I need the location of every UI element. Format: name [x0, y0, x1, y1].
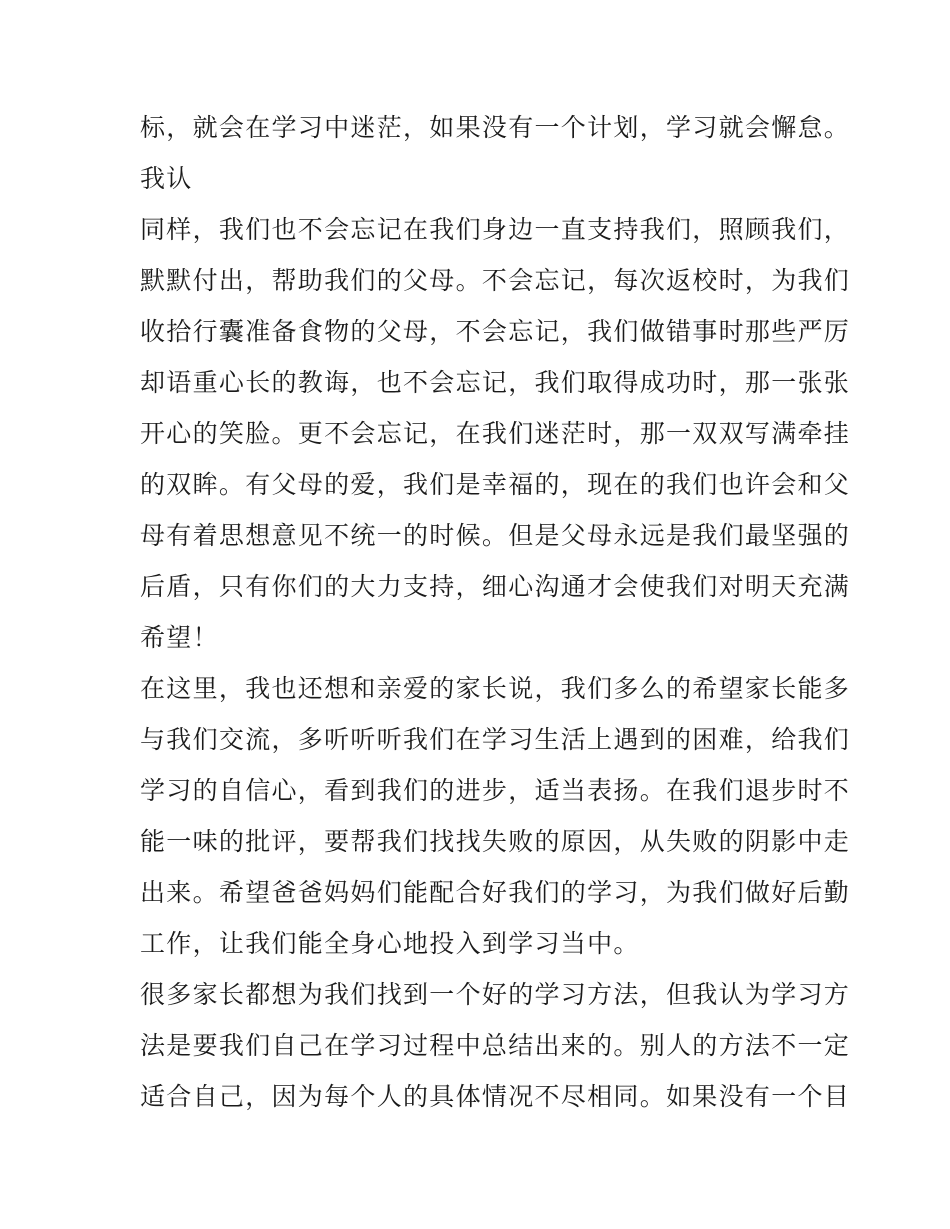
text-line: 出来。希望爸爸妈妈们能配合好我们的学习，为我们做好后勤: [140, 878, 851, 907]
text-line: 适合自己，因为每个人的具体情况不尽相同。如果没有一个目: [140, 1082, 851, 1111]
text-line: 开心的笑脸。更不会忘记，在我们迷茫时，那一双双写满牵挂: [140, 419, 851, 448]
body-text: [140, 102, 851, 1122]
text-line: 收拾行囊准备食物的父母，不会忘记，我们做错事时那些严厉: [140, 317, 851, 346]
text-line: 希望！: [140, 623, 219, 652]
text-line: 我认: [140, 164, 193, 193]
text-line: 很多家长都想为我们找到一个好的学习方法，但我认为学习方: [140, 980, 851, 1009]
text-line: 工作，让我们能全身心地投入到学习当中。: [140, 929, 640, 958]
text-line: 的双眸。有父母的爱，我们是幸福的，现在的我们也许会和父: [140, 470, 851, 499]
text-line: 学习的自信心，看到我们的进步，适当表扬。在我们退步时不: [140, 776, 851, 805]
text-line: 母有着思想意见不统一的时候。但是父母永远是我们最坚强的: [140, 521, 851, 550]
text-line: 同样，我们也不会忘记在我们身边一直支持我们，照顾我们，: [140, 215, 851, 244]
text-line: 与我们交流，多听听听我们在学习生活上遇到的困难，给我们: [140, 725, 851, 754]
text-line: 后盾，只有你们的大力支持，细心沟通才会使我们对明天充满: [140, 572, 851, 601]
text-line: 默默付出，帮助我们的父母。不会忘记，每次返校时，为我们: [140, 266, 851, 295]
text-line: 能一味的批评，要帮我们找找失败的原因，从失败的阴影中走: [140, 827, 851, 856]
text-line: 却语重心长的教诲，也不会忘记，我们取得成功时，那一张张: [140, 368, 851, 397]
text-line: 法是要我们自己在学习过程中总结出来的。别人的方法不一定: [140, 1031, 851, 1060]
text-line: 在这里，我也还想和亲爱的家长说，我们多么的希望家长能多: [140, 674, 851, 703]
text-line: 标，就会在学习中迷茫，如果没有一个计划，学习就会懈怠。: [140, 113, 851, 142]
